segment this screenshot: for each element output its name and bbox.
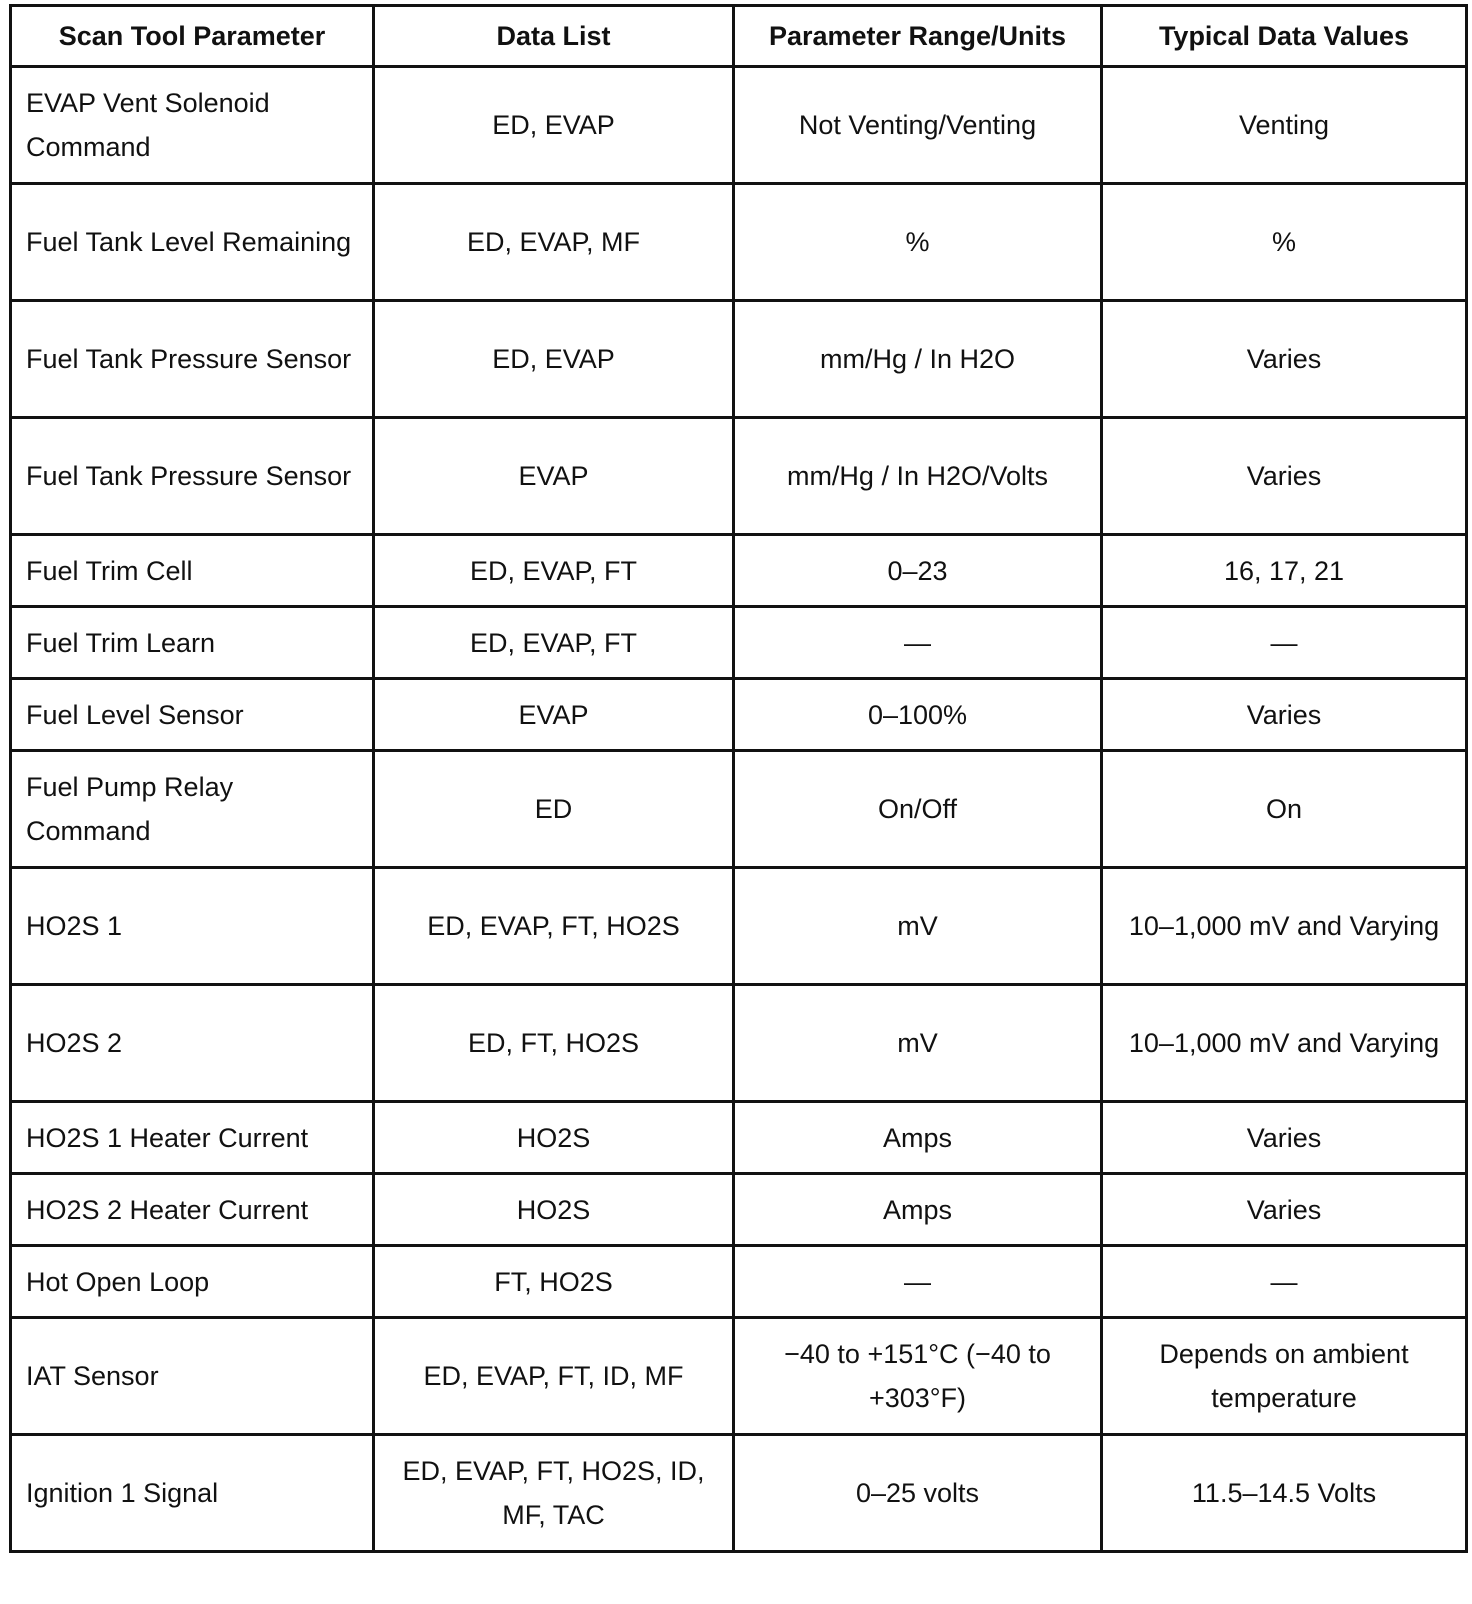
table-row <box>11 1318 1467 1435</box>
cell-parameter: HO2S 2 Heater Current <box>11 1174 374 1246</box>
header-parameter-range-units: Parameter Range/Units <box>734 6 1102 67</box>
table-header-row <box>11 6 1467 67</box>
table-row <box>11 607 1467 679</box>
table-row <box>11 1435 1467 1552</box>
cell-parameter: Ignition 1 Signal <box>11 1435 374 1552</box>
cell-range-units: mm/Hg / In H2O/Volts <box>734 418 1102 535</box>
cell-data-list: ED, EVAP, FT <box>374 535 734 607</box>
cell-parameter: Hot Open Loop <box>11 1246 374 1318</box>
cell-data-list: FT, HO2S <box>374 1246 734 1318</box>
cell-typical-value: Venting <box>1102 67 1467 184</box>
cell-range-units: mm/Hg / In H2O <box>734 301 1102 418</box>
cell-data-list: ED, EVAP, MF <box>374 184 734 301</box>
scan-tool-parameter-table <box>9 4 1468 1553</box>
cell-parameter: Fuel Level Sensor <box>11 679 374 751</box>
cell-data-list: ED, EVAP, FT <box>374 607 734 679</box>
cell-typical-value: Depends on ambient temperature <box>1102 1318 1467 1435</box>
cell-range-units: Amps <box>734 1174 1102 1246</box>
cell-range-units: mV <box>734 985 1102 1102</box>
cell-parameter: HO2S 2 <box>11 985 374 1102</box>
header-data-list: Data List <box>374 6 734 67</box>
cell-parameter: HO2S 1 Heater Current <box>11 1102 374 1174</box>
cell-range-units: 0–25 volts <box>734 1435 1102 1552</box>
cell-range-units: — <box>734 607 1102 679</box>
table-row <box>11 1174 1467 1246</box>
cell-data-list: EVAP <box>374 679 734 751</box>
cell-typical-value: Varies <box>1102 1102 1467 1174</box>
cell-typical-value: Varies <box>1102 418 1467 535</box>
cell-parameter: IAT Sensor <box>11 1318 374 1435</box>
cell-range-units: — <box>734 1246 1102 1318</box>
cell-range-units: Not Venting/Venting <box>734 67 1102 184</box>
cell-range-units: Amps <box>734 1102 1102 1174</box>
cell-parameter: Fuel Tank Level Remaining <box>11 184 374 301</box>
cell-typical-value: 16, 17, 21 <box>1102 535 1467 607</box>
table-row <box>11 418 1467 535</box>
table-row <box>11 1102 1467 1174</box>
table-row <box>11 67 1467 184</box>
cell-data-list: ED, EVAP <box>374 67 734 184</box>
cell-data-list: ED, EVAP, FT, HO2S, ID, MF, TAC <box>374 1435 734 1552</box>
header-scan-tool-parameter: Scan Tool Parameter <box>11 6 374 67</box>
cell-data-list: ED, FT, HO2S <box>374 985 734 1102</box>
cell-typical-value: Varies <box>1102 301 1467 418</box>
cell-data-list: ED <box>374 751 734 868</box>
cell-range-units: 0–23 <box>734 535 1102 607</box>
cell-parameter: EVAP Vent Solenoid Command <box>11 67 374 184</box>
table-row <box>11 679 1467 751</box>
cell-range-units: −40 to +151°C (−40 to +303°F) <box>734 1318 1102 1435</box>
cell-typical-value: 10–1,000 mV and Varying <box>1102 985 1467 1102</box>
cell-typical-value: — <box>1102 1246 1467 1318</box>
cell-typical-value: Varies <box>1102 1174 1467 1246</box>
cell-typical-value: % <box>1102 184 1467 301</box>
header-typical-data-values: Typical Data Values <box>1102 6 1467 67</box>
cell-typical-value: On <box>1102 751 1467 868</box>
cell-range-units: 0–100% <box>734 679 1102 751</box>
cell-data-list: HO2S <box>374 1174 734 1246</box>
cell-data-list: ED, EVAP, FT, HO2S <box>374 868 734 985</box>
cell-parameter: Fuel Tank Pressure Sensor <box>11 418 374 535</box>
table-row <box>11 985 1467 1102</box>
cell-data-list: EVAP <box>374 418 734 535</box>
cell-parameter: HO2S 1 <box>11 868 374 985</box>
cell-data-list: ED, EVAP <box>374 301 734 418</box>
table-row <box>11 868 1467 985</box>
cell-data-list: HO2S <box>374 1102 734 1174</box>
table-row <box>11 301 1467 418</box>
table-row <box>11 751 1467 868</box>
cell-range-units: On/Off <box>734 751 1102 868</box>
cell-typical-value: Varies <box>1102 679 1467 751</box>
table-row <box>11 184 1467 301</box>
cell-parameter: Fuel Tank Pressure Sensor <box>11 301 374 418</box>
cell-data-list: ED, EVAP, FT, ID, MF <box>374 1318 734 1435</box>
cell-parameter: Fuel Trim Learn <box>11 607 374 679</box>
cell-typical-value: 11.5–14.5 Volts <box>1102 1435 1467 1552</box>
cell-typical-value: — <box>1102 607 1467 679</box>
table-row <box>11 535 1467 607</box>
cell-typical-value: 10–1,000 mV and Varying <box>1102 868 1467 985</box>
table-row <box>11 1246 1467 1318</box>
cell-range-units: mV <box>734 868 1102 985</box>
cell-parameter: Fuel Trim Cell <box>11 535 374 607</box>
cell-range-units: % <box>734 184 1102 301</box>
cell-parameter: Fuel Pump Relay Command <box>11 751 374 868</box>
